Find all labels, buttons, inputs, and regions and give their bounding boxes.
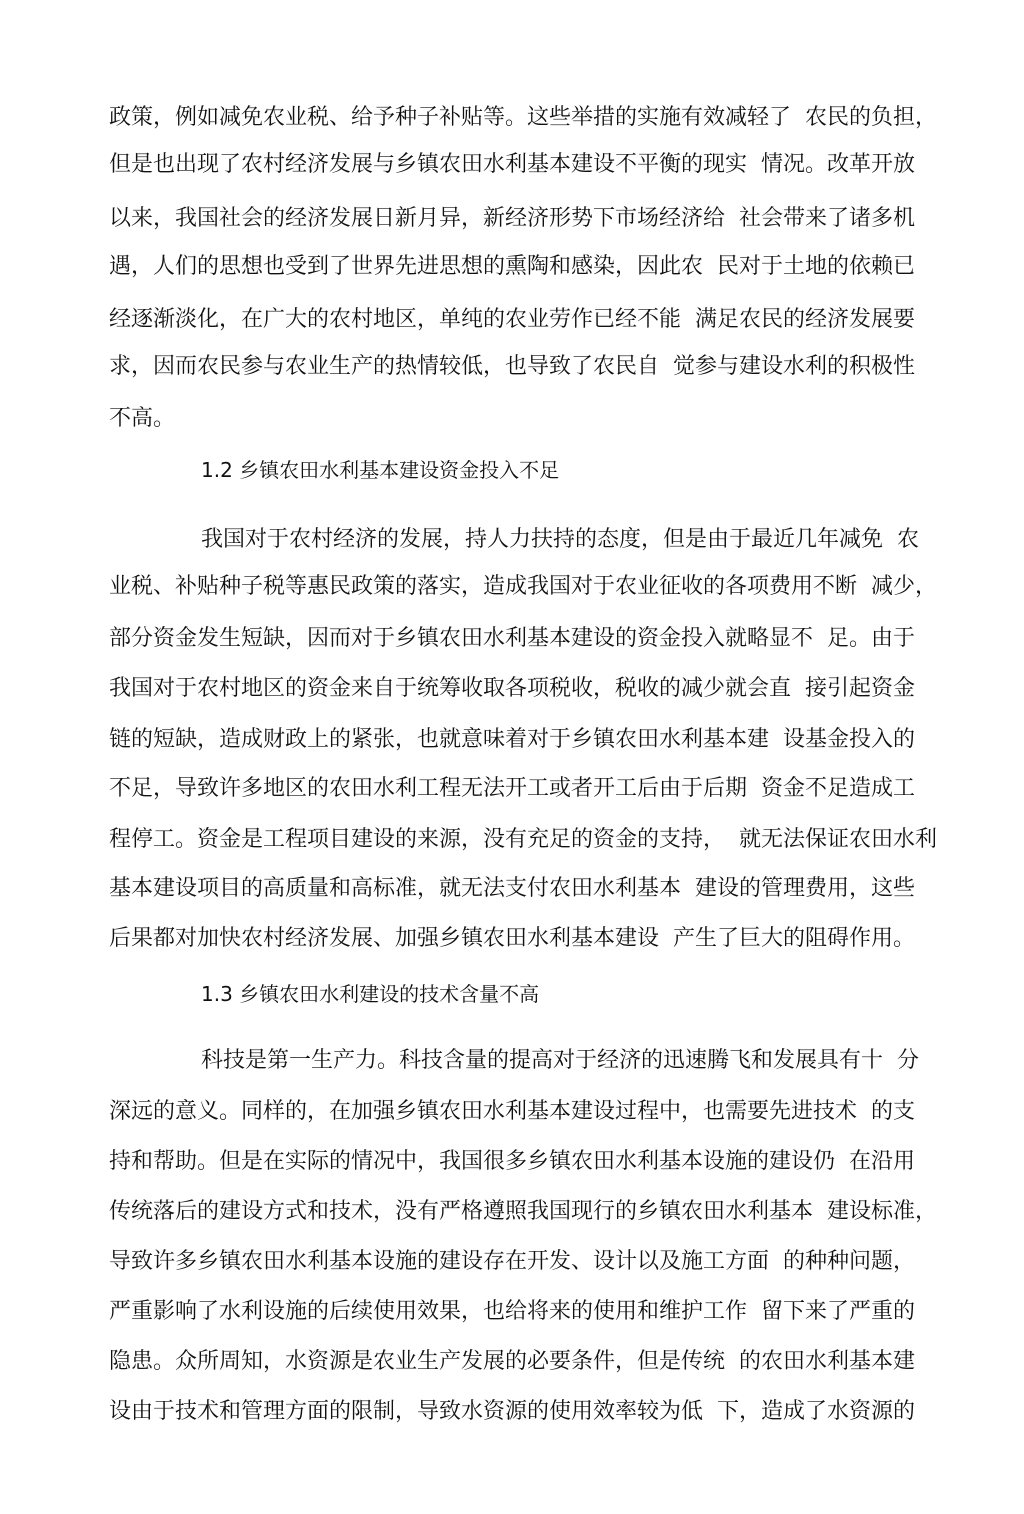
text-line: 我国对于农村经济的发展，持人力扶持的态度，但是由于最近几年减免 农 (201, 527, 919, 552)
text-line: 以来，我国社会的经济发展日新月异，新经济形势下市场经济给 社会带来了诸多机 (109, 206, 915, 231)
text-line: 后果都对加快农村经济发展、加强乡镇农田水利基本建设 产生了巨大的阻碍作用。 (109, 926, 915, 951)
text-line: 政策，例如减免农业税、给予种子补贴等。这些举措的实施有效减轻了 农民的负担， (109, 105, 937, 130)
text-line: 基本建设项目的高质量和高标准，就无法支付农田水利基本 建设的管理费用，这些 (109, 876, 915, 901)
text-line: 隐患。众所周知，水资源是农业生产发展的必要条件，但是传统 的农田水利基本建 (109, 1349, 915, 1374)
text-line: 但是也出现了农村经济发展与乡镇农田水利基本建设不平衡的现实 情况。改革开放 (109, 152, 915, 177)
text-line: 科技是第一生产力。科技含量的提高对于经济的迅速腾飞和发展具有十 分 (201, 1048, 919, 1073)
text-line: 不足，导致许多地区的农田水利工程无法开工或者开工后由于后期 资金不足造成工 (109, 776, 915, 801)
text-line: 深远的意义。同样的，在加强乡镇农田水利基本建设过程中，也需要先进技术 的支 (109, 1099, 915, 1124)
text-line: 程停工。资金是工程项目建设的来源，没有充足的资金的支持， 就无法保证农田水利 (109, 827, 937, 852)
text-line: 部分资金发生短缺，因而对于乡镇农田水利基本建设的资金投入就略显不 足。由于 (109, 626, 915, 651)
text-line: 求，因而农民参与农业生产的热情较低，也导致了农民自 觉参与建设水利的积极性 (109, 354, 915, 379)
text-line: 业税、补贴种子税等惠民政策的落实，造成我国对于农业征收的各项费用不断 减少， (109, 574, 937, 599)
text-line: 遇，人们的思想也受到了世界先进思想的熏陶和感染，因此农 民对于土地的依赖已 (109, 254, 915, 279)
text-line: 我国对于农村地区的资金来自于统筹收取各项税收，税收的减少就会直 接引起资金 (109, 676, 915, 701)
text-line: 严重影响了水利设施的后续使用效果，也给将来的使用和维护工作 留下来了严重的 (109, 1299, 915, 1324)
text-line: 传统落后的建设方式和技术，没有严格遵照我国现行的乡镇农田水利基本 建设标准， (109, 1199, 937, 1224)
section-heading-1-2: 1.2 乡镇农田水利基本建设资金投入不足 (201, 458, 560, 482)
text-line: 经逐渐淡化，在广大的农村地区，单纯的农业劳作已经不能 满足农民的经济发展要 (109, 307, 915, 332)
text-line: 持和帮助。但是在实际的情况中，我国很多乡镇农田水利基本设施的建设仍 在沿用 (109, 1149, 915, 1174)
text-line: 导致许多乡镇农田水利基本设施的建设存在开发、设计以及施工方面 的种种问题， (109, 1249, 915, 1274)
text-line: 链的短缺，造成财政上的紧张，也就意味着对于乡镇农田水利基本建 设基金投入的 (109, 727, 915, 752)
text-line: 不高。 (109, 406, 176, 431)
section-heading-1-3: 1.3 乡镇农田水利建设的技术含量不高 (201, 982, 540, 1006)
text-line: 设由于技术和管理方面的限制，导致水资源的使用效率较为低 下，造成了水资源的 (109, 1399, 915, 1424)
